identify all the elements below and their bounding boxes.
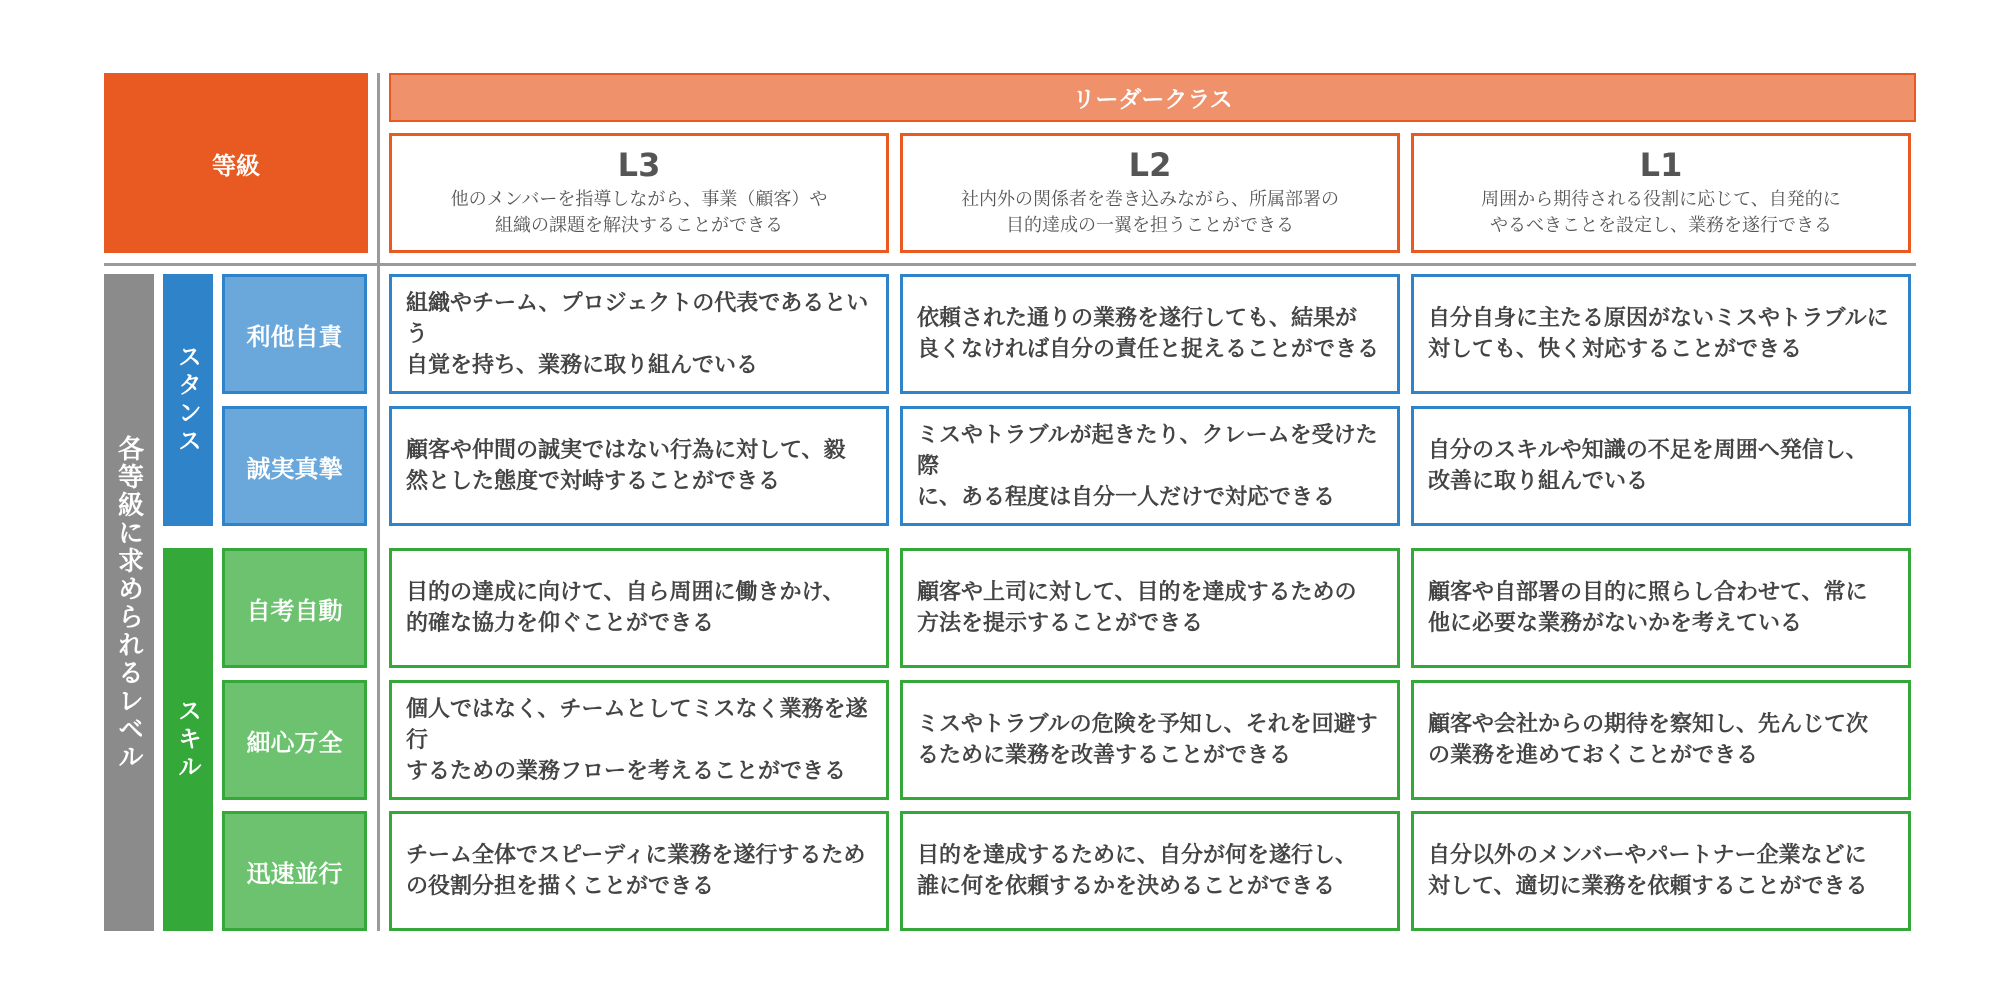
- grade-label: 等級: [212, 151, 260, 180]
- criteria-text: 顧客や上司に対して、目的を達成するための 方法を提示することができる: [917, 580, 1357, 636]
- criteria-cell: [389, 680, 889, 800]
- category-speed-parallel: [222, 811, 367, 931]
- category-label: 細心万全: [246, 728, 343, 757]
- criteria-text: 自分自身に主たる原因がないミスやトラブルに 対しても、快く対応することができる: [1428, 306, 1889, 362]
- side-label-text: 各等級に求められるレベル: [113, 434, 144, 771]
- criteria-text: 目的を達成するために、自分が何を遂行し、 誰に何を依頼するかを決めることができる: [917, 843, 1358, 899]
- group-stance-label: スタンス: [173, 344, 202, 456]
- level-description: 社内外の関係者を巻き込みながら、所属部署の 目的達成の一翼を担うことができる: [961, 189, 1339, 236]
- criteria-text: 顧客や自部署の目的に照らし合わせて、常に 他に必要な業務がないかを考えている: [1428, 580, 1868, 636]
- criteria-cell: [389, 811, 889, 931]
- level-name: L2: [1128, 146, 1172, 184]
- category-label: 誠実真摯: [246, 454, 343, 483]
- criteria-cell: [389, 406, 889, 526]
- level-header-l2: [900, 133, 1400, 253]
- criteria-cell: [900, 680, 1400, 800]
- criteria-cell: [1411, 548, 1911, 668]
- criteria-text: チーム全体でスピーディに業務を遂行するため の役割分担を描くことができる: [406, 843, 866, 899]
- horizontal-divider: [104, 263, 1916, 266]
- category-label: 自考自動: [246, 596, 343, 625]
- criteria-cell: [1411, 680, 1911, 800]
- criteria-text: 依頼された通りの業務を遂行しても、結果が 良くなければ自分の責任と捉えることができる: [917, 306, 1380, 362]
- criteria-cell: [1411, 811, 1911, 931]
- criteria-text: ミスやトラブルの危険を予知し、それを回避す るために業務を改善することができる: [917, 712, 1378, 768]
- group-skill-label: スキル: [173, 697, 202, 782]
- criteria-text: 自分以外のメンバーやパートナー企業などに 対して、適切に業務を依頼することができる: [1428, 843, 1868, 899]
- criteria-cell: [900, 406, 1400, 526]
- category-label: 迅速並行: [246, 859, 343, 888]
- criteria-text: 目的の達成に向けて、自ら周囲に働きかけ、 的確な協力を仰ぐことができる: [406, 580, 845, 636]
- category-label: 利他自責: [246, 322, 343, 351]
- criteria-text: 顧客や会社からの期待を察知し、先んじて次 の業務を進めておくことができる: [1428, 712, 1869, 768]
- criteria-cell: [900, 548, 1400, 668]
- criteria-cell: [389, 274, 889, 394]
- category-meticulous: [222, 680, 367, 800]
- level-header-l3: [389, 133, 889, 253]
- side-label-required-levels: [104, 274, 154, 931]
- grade-header: [104, 73, 368, 253]
- vertical-divider: [377, 73, 380, 931]
- category-self-driven: [222, 548, 367, 668]
- criteria-text: ミスやトラブルが起きたり、クレームを受けた際 に、ある程度は自分一人だけで対応できる: [917, 422, 1378, 510]
- criteria-text: 個人ではなく、チームとしてミスなく業務を遂行 するための業務フローを考えることができる: [406, 696, 868, 784]
- criteria-cell: [1411, 274, 1911, 394]
- criteria-cell: [900, 811, 1400, 931]
- group-stance: [163, 274, 213, 526]
- criteria-cell: [900, 274, 1400, 394]
- criteria-text: 組織やチーム、プロジェクトの代表であるという 自覚を持ち、業務に取り組んでいる: [406, 290, 869, 378]
- class-label: リーダークラス: [1072, 87, 1233, 113]
- criteria-cell: [389, 548, 889, 668]
- leader-class-banner: [389, 73, 1916, 122]
- category-sincerity: [222, 406, 367, 526]
- criteria-text: 自分のスキルや知識の不足を周囲へ発信し、 改善に取り組んでいる: [1428, 438, 1868, 494]
- level-name: L1: [1639, 146, 1683, 184]
- group-skill: [163, 548, 213, 931]
- level-description: 周囲から期待される役割に応じて、自発的に やるべきことを設定し、業務を遂行できる: [1481, 189, 1841, 236]
- criteria-cell: [1411, 406, 1911, 526]
- category-altruism: [222, 274, 367, 394]
- level-name: L3: [617, 146, 661, 184]
- level-header-l1: [1411, 133, 1911, 253]
- level-description: 他のメンバーを指導しながら、事業（顧客）や 組織の課題を解決することができる: [450, 189, 828, 236]
- criteria-text: 顧客や仲間の誠実ではない行為に対して、毅 然とした態度で対峙することができる: [406, 438, 846, 494]
